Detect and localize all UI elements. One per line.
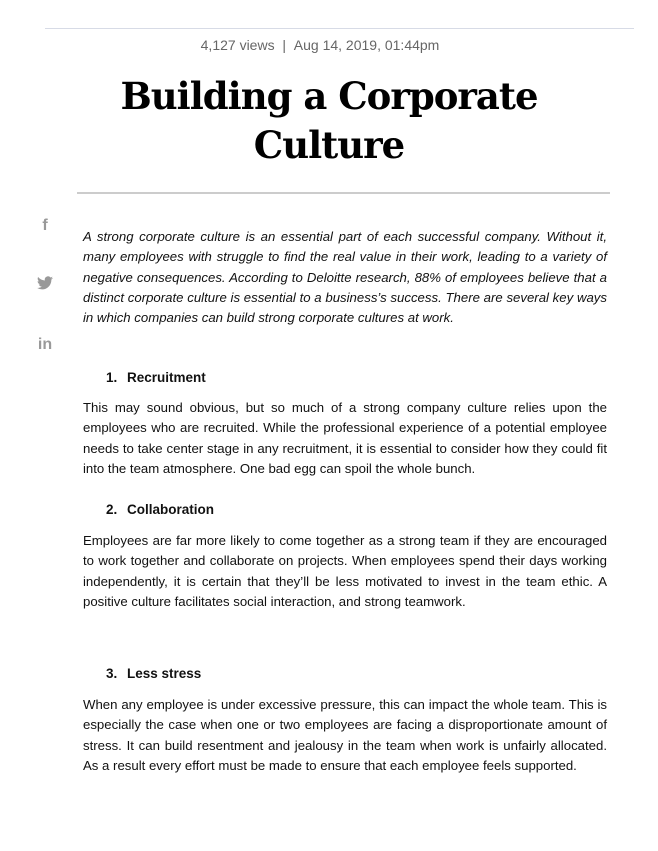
title-divider — [77, 192, 610, 194]
facebook-icon[interactable] — [36, 217, 54, 235]
twitter-bird-icon — [37, 276, 53, 290]
title-line-2: Culture — [253, 123, 405, 167]
title-line-1: Building a Corporate — [120, 74, 538, 118]
section-title: Recruitment — [127, 370, 206, 385]
section-body: When any employee is under excessive pressure, this can impact the whole team. This is especially the case when one or two employees are facing a disproportionate amount of stress. It can build resentment and jealousy in the team when work is unfairly allocated. As a result every effort must be made to ensure that each employee feels supported. — [83, 697, 607, 773]
view-count: 4,127 views — [200, 37, 275, 53]
section-number: 1. — [106, 370, 118, 385]
section-number: 3. — [106, 666, 118, 681]
linkedin-icon[interactable] — [36, 336, 54, 354]
section-heading — [106, 666, 201, 681]
twitter-icon[interactable] — [36, 276, 54, 295]
section-body: Employees are far more likely to come together as a strong team if they are encouraged to work together and collaborate on projects. When employees spend their days working independently, it is certain that they’ll be less motivated to invest in the team ethic. A positive culture facilitates social interaction, and strong teamwork. — [83, 533, 607, 609]
linkedin-glyph: in — [37, 336, 53, 353]
page-title — [0, 72, 658, 170]
facebook-glyph: f — [42, 217, 48, 234]
section-number: 2. — [106, 502, 118, 517]
publish-date: Aug 14, 2019, 01:44pm — [293, 37, 440, 53]
section-heading — [106, 502, 214, 517]
top-divider — [45, 28, 634, 29]
meta-separator: | — [282, 37, 286, 53]
section-title: Collaboration — [127, 502, 214, 517]
intro-paragraph: A strong corporate culture is an essential part of each successful company. Without it, many employees with struggle to find the real value in their work, leading to a variety of negative consequences. According to Deloitte research, 88% of employees believe that a distinct corporate culture is essential to a business’s success. There are several key ways in which companies can build strong corporate cultures at work. — [83, 229, 607, 326]
article-meta — [0, 37, 640, 53]
section-body: This may sound obvious, but so much of a strong company culture relies upon the employees who are recruited. While the professional experience of a potential employee needs to take center stage in any recruitment, it is essential to consider how they could fit into the team atmosphere. One bad egg can spoil the whole bunch. — [83, 400, 607, 476]
section-heading — [106, 370, 206, 385]
section-title: Less stress — [127, 666, 202, 681]
